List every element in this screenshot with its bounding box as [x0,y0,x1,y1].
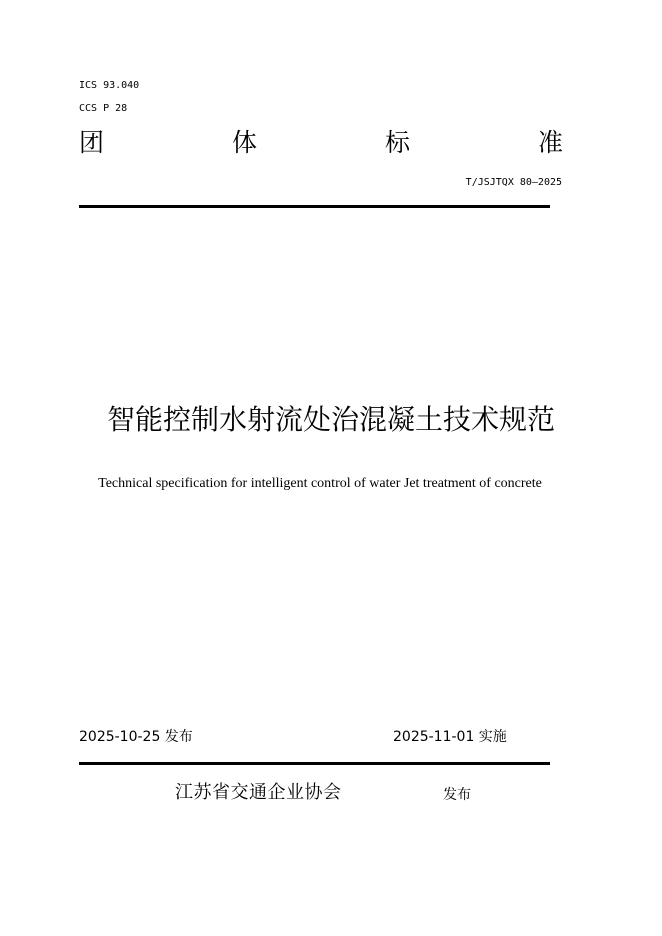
chinese-title: 智能控制水射流处治混凝土技术规范 [106,403,555,436]
ics-code: ICS 93.040 [79,80,140,91]
english-title: Technical specification for intelligent control of water Jet treatment of concrete [98,476,542,491]
top-divider [79,205,550,208]
standard-type-char: 体 [231,128,257,157]
standard-type-char: 准 [537,128,563,157]
standard-type-char: 团 [79,128,105,157]
ccs-code: CCS P 28 [79,103,128,114]
standard-type-char: 标 [384,128,410,157]
bottom-divider [79,762,550,765]
issue-date: 2025-10-25 发布 [79,729,193,745]
standard-code: T/JSJTQX 80—2025 [465,177,562,188]
implementation-date: 2025-11-01 实施 [393,729,507,745]
publisher-name: 江苏省交通企业协会 [175,782,342,803]
standard-type-heading [79,126,563,160]
publish-label: 发布 [443,787,471,803]
